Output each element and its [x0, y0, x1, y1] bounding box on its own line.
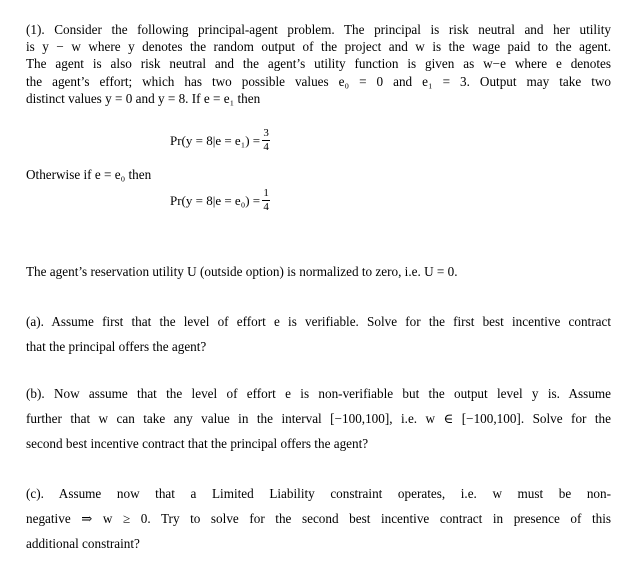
- fraction-numerator: 1: [263, 187, 269, 199]
- fraction: [262, 188, 270, 213]
- problem-intro: [26, 21, 611, 107]
- part-c-line-1: (c). Assume now that a Limited Liability constraint operates, i.e. w must be non-: [26, 486, 611, 501]
- fraction-numerator: 3: [263, 127, 269, 139]
- part-c: [26, 481, 611, 556]
- intro-line-1: (1). Consider the following principal-agent problem. The principal is risk neutral and her utility: [26, 22, 611, 37]
- intro-line-4: the agent’s effort; which has two possible values e₀ = 0 and e₁ = 3. Output may take two: [26, 73, 611, 89]
- fraction-denominator: 4: [263, 201, 269, 213]
- probability-equation-e1: [170, 128, 270, 153]
- otherwise-text: Otherwise if e = e₀ then: [26, 167, 152, 182]
- part-a: [26, 309, 611, 359]
- probability-equation-e0: [170, 188, 270, 213]
- part-b-line-1: (b). Now assume that the level of effort e is non-verifiable but the output level y is. Assume: [26, 386, 611, 401]
- intro-line-2: is y − w where y denotes the random output of the project and w is the wage paid to the agent.: [26, 39, 611, 55]
- equation-lhs: Pr(y = 8|e = e₁) =: [170, 132, 261, 148]
- part-c-line-3: additional constraint?: [26, 536, 140, 551]
- fraction: [262, 128, 270, 153]
- part-a-line-2: that the principal offers the agent?: [26, 339, 207, 354]
- intro-line-5: distinct values y = 0 and y = 8. If e = e₁ then: [26, 90, 261, 106]
- part-b: [26, 381, 611, 456]
- equation-lhs: Pr(y = 8|e = e₀) =: [170, 192, 261, 208]
- part-a-line-1: (a). Assume first that the level of effort e is verifiable. Solve for the first best incentive contract: [26, 314, 611, 329]
- reservation-utility-text: The agent’s reservation utility U (outside option) is normalized to zero, i.e. U = 0.: [26, 264, 458, 279]
- fraction-denominator: 4: [263, 141, 269, 153]
- part-c-line-2: negative ⇒ w ≥ 0. Try to solve for the second best incentive contract in presence of this: [26, 511, 611, 526]
- intro-line-3: The agent is also risk neutral and the agent’s utility function is given as w−e where e denotes: [26, 56, 611, 72]
- part-b-line-3: second best incentive contract that the principal offers the agent?: [26, 436, 369, 451]
- part-b-line-2: further that w can take any value in the interval [−100,100], i.e. w ∈ [−100,100]. Solve for the: [26, 411, 611, 426]
